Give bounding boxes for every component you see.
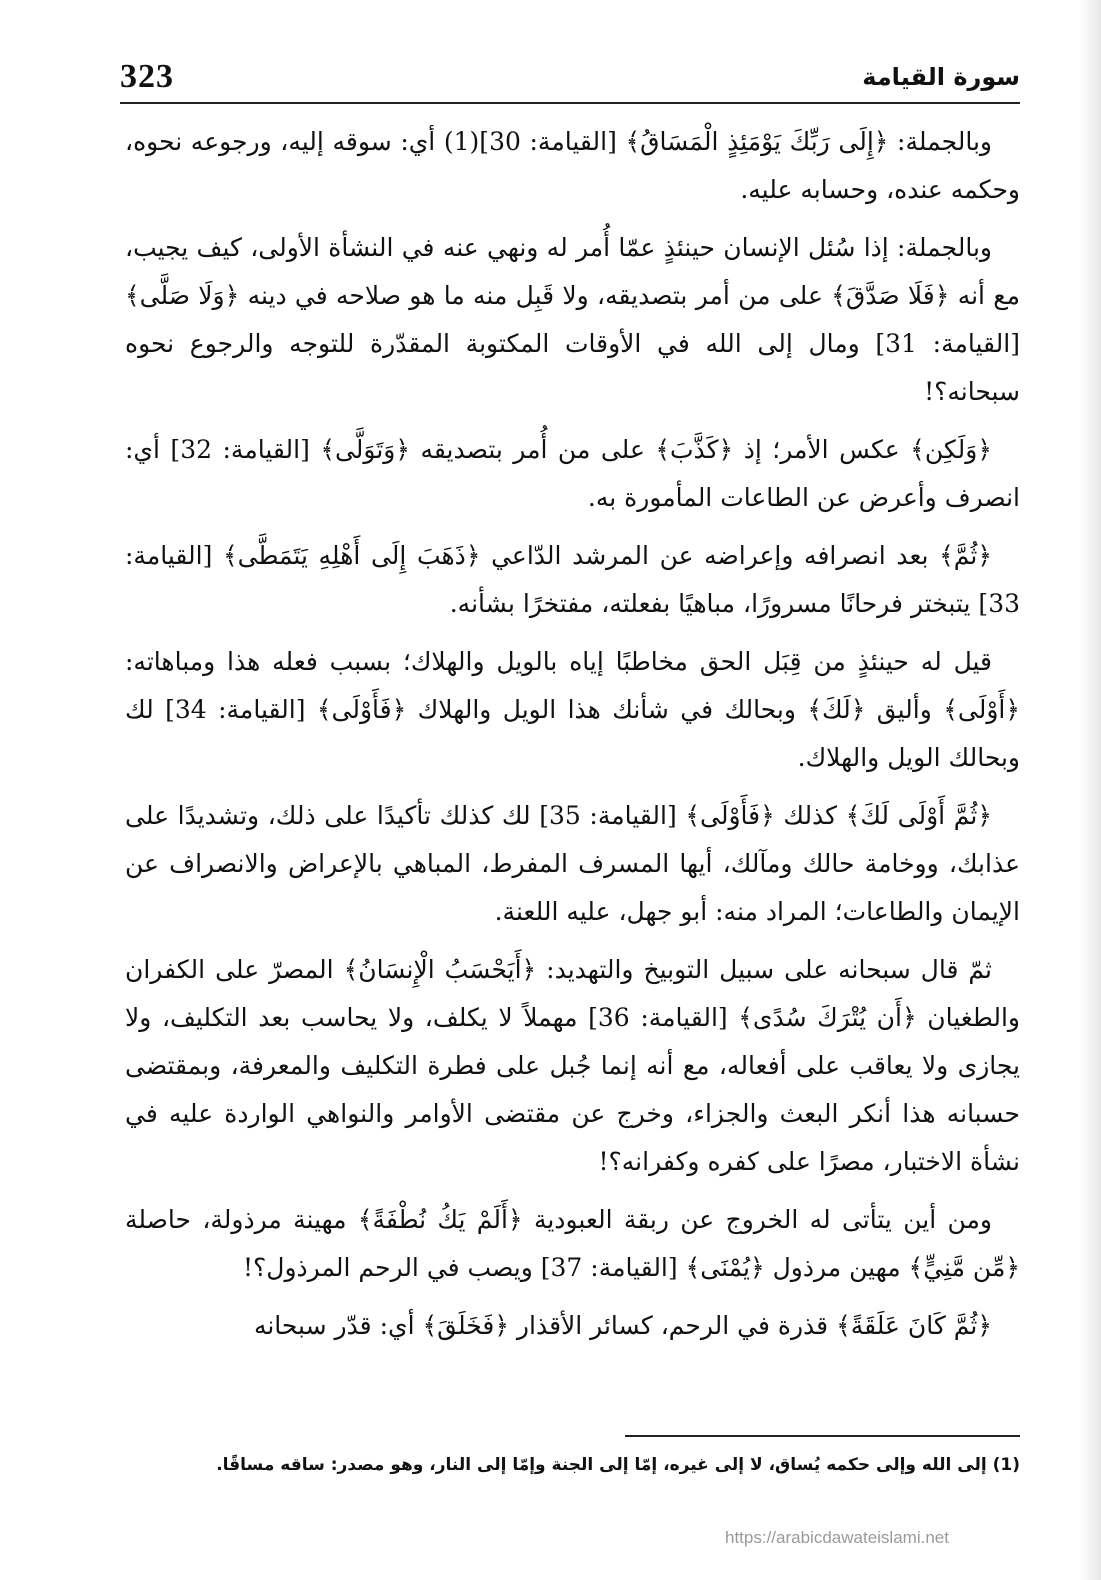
footnote-divider <box>625 1435 1020 1437</box>
paragraph-1: وبالجملة: ﴿إِلَى رَبِّكَ يَوْمَئِذٍ الْمَسَاقُ﴾ [القيامة: 30](1) أي: سوقه إليه، ورجوعه نحوه، وحكمه عنده، وحسابه عليه. <box>125 127 1020 204</box>
main-text <box>125 118 1020 1360</box>
paragraph-9: ﴿ثُمَّ كَانَ عَلَقَةً﴾ قذرة في الرحم، كسائر الأقذار ﴿فَخَلَقَ﴾ أي: قدّر سبحانه <box>253 1311 992 1340</box>
paragraph-3: ﴿وَلَكِن﴾ عكس الأمر؛ إذ ﴿كَذَّبَ﴾ على من أُمر بتصديقه ﴿وَتَوَلَّى﴾ [القيامة: 32] أي: انصرف وأعرض عن الطاعات المأمورة به. <box>125 435 1020 512</box>
paragraph-4: ﴿ثُمَّ﴾ بعد انصرافه وإعراضه عن المرشد الدّاعي ﴿ذَهَبَ إِلَى أَهْلِهِ يَتَمَطَّى﴾ [القيامة: 33] يتبختر فرحانًا مسرورًا، مباهيًا بفعلته، مفتخرًا بشأنه. <box>125 541 1020 618</box>
footnote: (1) إلى الله وإلى حكمه يُساق، لا إلى غيره، إمّا إلى الجنة وإمّا إلى النار، وهو مصدر: ساقه مساقًا. <box>216 1455 1020 1475</box>
paragraph-8: ومن أين يتأتى له الخروج عن ربقة العبودية ﴿أَلَمْ يَكُ نُطْفَةً﴾ مهينة مرذولة، حاصلة ﴿مِّن مَّنِيٍّ﴾ مهين مرذول ﴿يُمْنَى﴾ [القيامة: 37] ويصب في الرحم المرذول؟! <box>125 1205 1020 1282</box>
page-number: 323 <box>120 58 174 95</box>
paragraph-7: ثمّ قال سبحانه على سبيل التوبيخ والتهديد: ﴿أَيَحْسَبُ الْإِنسَانُ﴾ المصرّ على الكفران والطغيان ﴿أَن يُتْرَكَ سُدًى﴾ [القيامة: 36] مهملاً لا يكلف، ولا يحاسب بعد التكليف، ولا يجازى ولا يعاقب على أفعاله، مع أنه إنما جُبل على فطرة التكليف والمعرفة، وبمقتضى حسبانه هذا أنكر البعث والجزاء، وخرج عن مقتضى الأوامر والنواهي الواردة عليه في نشأة الاختبار، مصرًا على كفره وكفرانه؟! <box>125 955 1020 1176</box>
watermark-url: https://arabicdawateislami.net <box>725 1528 949 1547</box>
paragraph-5: قيل له حينئذٍ من قِبَل الحق مخاطبًا إياه بالويل والهلاك؛ بسبب فعله هذا ومباهاته: ﴿أَوْلَى﴾ وأليق ﴿لَكَ﴾ وبحالك في شأنك هذا الويل والهلاك ﴿فَأَوْلَى﴾ [القيامة: 34] لك وبحالك الويل والهلاك. <box>125 647 1021 772</box>
scan-edge-shadow <box>1079 0 1101 1580</box>
surah-title: سورة القيامة <box>862 63 1020 91</box>
paragraph-6: ﴿ثُمَّ أَوْلَى لَكَ﴾ كذلك ﴿فَأَوْلَى﴾ [القيامة: 35] لك كذلك تأكيدًا على ذلك، وتشديدًا على عذابك، ووخامة حالك ومآلك، أيها المسرف المفرط، المباهي بالإعراض والانصراف عن الإيمان والطاعات؛ المراد منه: أبو جهل، عليه اللعنة. <box>125 801 1020 926</box>
page-header <box>120 52 1020 104</box>
paragraph-2: وبالجملة: إذا سُئل الإنسان حينئذٍ عمّا أُمر له ونهي عنه في النشأة الأولى، كيف يجيب، مع أنه ﴿فَلَا صَدَّقَ﴾ على من أمر بتصديقه، ولا قَبِل منه ما هو صلاحه في دينه ﴿وَلَا صَلَّى﴾ [القيامة: 31] ومال إلى الله في الأوقات المكتوبة المقدّرة للتوجه والرجوع نحوه سبحانه؟! <box>125 233 1020 406</box>
